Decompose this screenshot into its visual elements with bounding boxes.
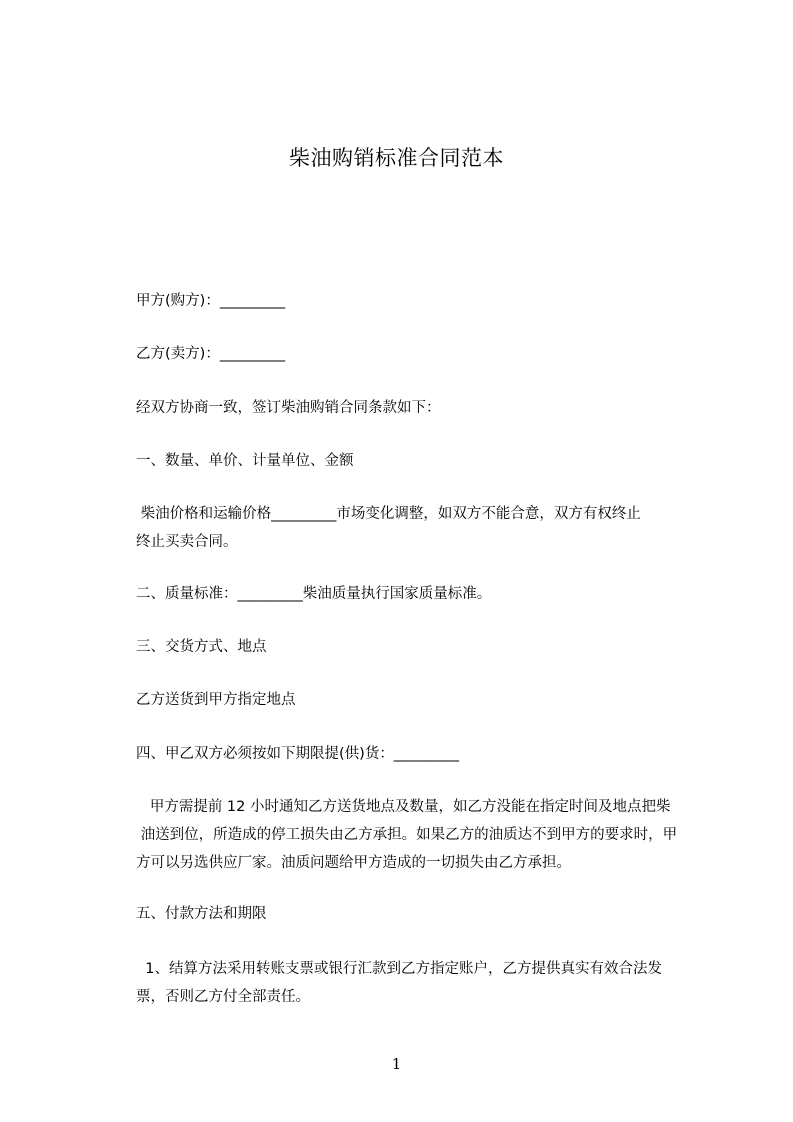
section-1-heading: 一、数量、单价、计量单位、金额 [136,453,354,469]
section-4-line-3: 方可以另选供应厂家。油质问题给甲方造成的一切损失由乙方承担。 [136,855,571,871]
section-5-line-1: 1、结算方法采用转账支票或银行汇款到乙方指定账户，乙方提供真实有效合法发 [136,961,662,977]
page-number: 1 [391,1055,402,1073]
party-a-line: 甲方(购方)：_________ [136,293,286,309]
section-5-line-2: 票，否则乙方付全部责任。 [136,989,310,1005]
section-4-line-2: 油送到位，所造成的停工损失由乙方承担。如果乙方的油质达不到甲方的要求时，甲 [136,827,678,843]
section-3-heading: 三、交货方式、地点 [136,639,267,655]
section-1-line-2: 终止买卖合同。 [136,534,238,550]
section-3-body: 乙方送货到甲方指定地点 [136,692,296,708]
party-b-line: 乙方(卖方)：_________ [136,346,286,362]
section-5-heading: 五、付款方法和期限 [136,906,267,922]
section-4-heading: 四、甲乙双方必须按如下期限提(供)货：_________ [136,746,460,762]
section-1-line-1: 柴油价格和运输价格_________市场变化调整，如双方不能合意，双方有权终止 [136,506,641,522]
section-2-paragraph: 二、质量标准：_________柴油质量执行国家质量标准。 [136,586,492,602]
intro-paragraph: 经双方协商一致，签订柴油购销合同条款如下： [136,400,441,416]
section-4-line-1: 甲方需提前 12 小时通知乙方送货地点及数量，如乙方没能在指定时间及地点把柴 [136,799,671,815]
document-title: 柴油购销标准合同范本 [289,146,504,170]
